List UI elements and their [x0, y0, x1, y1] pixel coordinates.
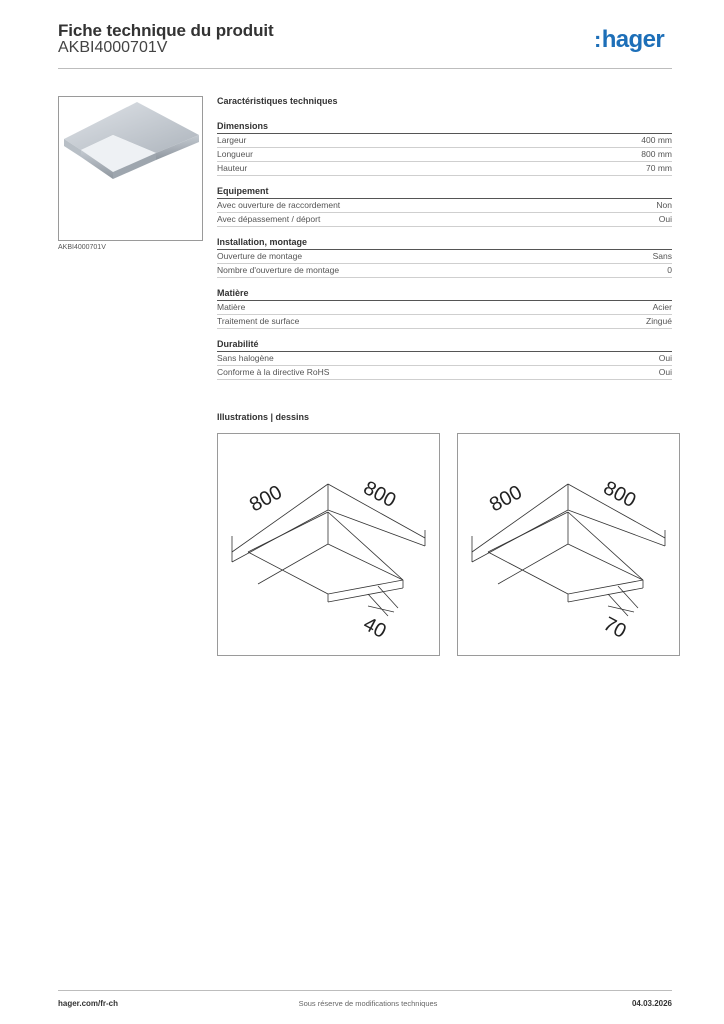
spec-value: Acier	[652, 302, 672, 312]
page-title: Fiche technique du produit	[58, 21, 274, 40]
spec-row	[217, 162, 672, 176]
spec-label: Avec ouverture de raccordement	[217, 200, 341, 210]
spec-label: Matière	[217, 302, 246, 312]
spec-label: Sans halogène	[217, 353, 274, 363]
spec-row	[217, 199, 672, 213]
spec-row	[217, 352, 672, 366]
spec-label: Longueur	[217, 149, 253, 159]
spec-value: Zingué	[646, 316, 672, 326]
spec-row	[217, 301, 672, 315]
section-title: Installation, montage	[217, 236, 672, 250]
dimension-label: 70	[599, 612, 630, 643]
spec-row	[217, 366, 672, 380]
footer-divider	[58, 990, 672, 991]
product-image	[58, 96, 203, 241]
cable-duct-inner-corner-icon	[59, 97, 202, 240]
spec-row	[217, 315, 672, 329]
footer-date: 04.03.2026	[631, 999, 672, 1008]
corner-drawing-icon	[458, 434, 679, 655]
section-title: Durabilité	[217, 338, 672, 352]
spec-value: 70 mm	[646, 163, 672, 173]
spec-value: 800 mm	[641, 149, 672, 159]
product-reference: AKBI4000701V	[58, 39, 168, 56]
spec-section-equipment	[217, 185, 672, 227]
technical-specs	[217, 96, 672, 389]
product-image-caption: AKBI4000701V	[58, 244, 106, 251]
specs-title: Caractéristiques techniques	[217, 96, 338, 106]
spec-value: 400 mm	[641, 135, 672, 145]
technical-drawing	[217, 433, 440, 656]
spec-value: Oui	[658, 353, 672, 363]
spec-value: Oui	[658, 214, 672, 224]
illustrations-title: Illustrations | dessins	[217, 412, 310, 422]
spec-label: Hauteur	[217, 163, 248, 173]
footer-website-link[interactable]: hager.com/fr-ch	[58, 999, 119, 1008]
footer-note: Sous réserve de modifications techniques	[298, 999, 438, 1008]
spec-label: Avec dépassement / déport	[217, 214, 321, 224]
corner-drawing-icon	[218, 434, 439, 655]
spec-value: Oui	[658, 367, 672, 377]
header-divider	[58, 68, 672, 69]
section-title: Equipement	[217, 185, 672, 199]
section-title: Dimensions	[217, 120, 672, 134]
brand-logo	[594, 26, 664, 54]
dimension-label: 800	[359, 476, 400, 513]
spec-section-installation	[217, 236, 672, 278]
spec-section-durability	[217, 338, 672, 380]
dimension-label: 800	[486, 481, 526, 517]
logo-dots-icon: :	[594, 27, 601, 52]
spec-row	[217, 213, 672, 227]
spec-section-dimensions	[217, 120, 672, 176]
spec-row	[217, 250, 672, 264]
spec-row	[217, 148, 672, 162]
spec-label: Conforme à la directive RoHS	[217, 367, 330, 377]
technical-drawing	[457, 433, 680, 656]
section-title: Matière	[217, 287, 672, 301]
spec-row	[217, 264, 672, 278]
dimension-label: 800	[599, 476, 640, 513]
dimension-label: 800	[246, 481, 286, 517]
spec-row	[217, 134, 672, 148]
spec-label: Largeur	[217, 135, 247, 145]
spec-value: 0	[667, 265, 672, 275]
logo-text: hager	[601, 26, 665, 53]
spec-label: Traitement de surface	[217, 316, 300, 326]
spec-label: Ouverture de montage	[217, 251, 303, 261]
spec-value: Sans	[652, 251, 672, 261]
dimension-label: 40	[359, 612, 390, 643]
spec-value: Non	[656, 200, 672, 210]
spec-label: Nombre d'ouverture de montage	[217, 265, 340, 275]
spec-section-material	[217, 287, 672, 329]
